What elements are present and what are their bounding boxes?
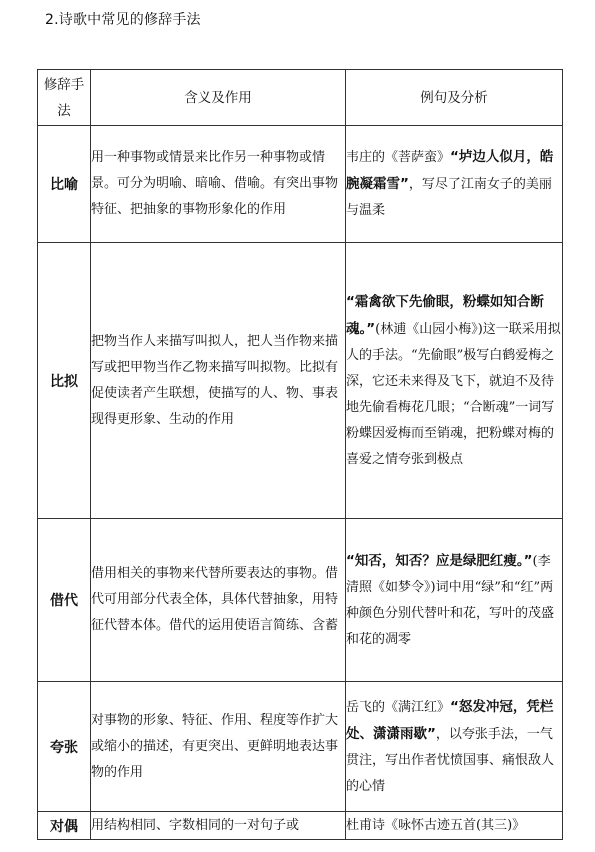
device-meaning: 把物当作人来描写叫拟人，把人当作物来描写或把甲物当作乙物来描写叫拟物。比拟有促使读者产生联想，使描写的人、物、事表现得更形象、生动的作用: [91, 243, 346, 519]
table-row: [38, 682, 563, 812]
header-example: 例句及分析: [346, 70, 563, 126]
device-meaning: 用一种事物或情景来比作另一种事物或情景。可分为明喻、暗喻、借喻。有突出事物特征、把抽象的事物形象化的作用: [91, 126, 346, 243]
example-quote: “怒发冲冠，凭栏处、潇潇雨歇”: [346, 698, 554, 742]
example-intro: 杜甫诗《咏怀古迹五首(其三)》: [346, 818, 526, 833]
device-meaning: 借用相关的事物来代替所要表达的事物。借代可用部分代表全体，具体代替抽象，用特征代替本体。借代的运用使语言简练、含蓄: [91, 519, 346, 682]
example-quote: “霜禽欲下先偷眼，粉蝶如知合断魂。”: [346, 293, 544, 337]
device-example: [346, 126, 563, 243]
example-analysis: ，写尽了江南女子的美丽与温柔: [346, 177, 552, 218]
device-name: 比喻: [38, 126, 91, 243]
header-device: 修辞手法: [38, 70, 91, 126]
device-example: [346, 243, 563, 519]
example-analysis: ，以夸张手法，一气贯注，写出作者忧愤国事、痛恨敌人的心情: [346, 726, 555, 794]
example-quote: “知否，知否？应是绿肥红瘦。”: [346, 552, 533, 569]
device-meaning: 用结构相同、字数相同的一对句子或: [91, 812, 346, 840]
table-row: [38, 519, 563, 682]
table-row: [38, 812, 563, 840]
device-name: 对偶: [38, 812, 91, 840]
example-intro: 韦庄的《菩萨蛮》: [346, 150, 451, 165]
device-name: 借代: [38, 519, 91, 682]
device-name: 夸张: [38, 682, 91, 812]
example-analysis: (李清照《如梦令》)词中用“绿”和“红”两种颜色分别代替叶和花，写叶的茂盛和花的凋零: [346, 553, 555, 647]
device-example: [346, 519, 563, 682]
example-quote: “垆边人似月，皓腕凝霜雪”: [346, 149, 554, 192]
section-heading: 2.诗歌中常见的修辞手法: [45, 12, 201, 28]
table-row: [38, 126, 563, 243]
device-example: [346, 812, 563, 840]
table-row: [38, 243, 563, 519]
header-meaning: 含义及作用: [91, 70, 346, 126]
example-intro: 岳飞的《满江红》: [346, 699, 451, 715]
device-example: [346, 682, 563, 812]
device-meaning: 对事物的形象、特征、作用、程度等作扩大或缩小的描述，有更突出、更鲜明地表达事物的作用: [91, 682, 346, 812]
device-name: 比拟: [38, 243, 91, 519]
table-header-row: [38, 70, 563, 126]
example-analysis: (林逋《山园小梅》)这一联采用拟人的手法。“先偷眼”极写白鹤爱梅之深，它还未来得及飞下，就迫不及待地先偷看梅花几眼；“合断魂”一词写粉蝶因爱梅而至销魂，把粉蝶对梅的喜爱之情夸张到极点: [346, 321, 561, 467]
rhetoric-table: [37, 69, 563, 840]
